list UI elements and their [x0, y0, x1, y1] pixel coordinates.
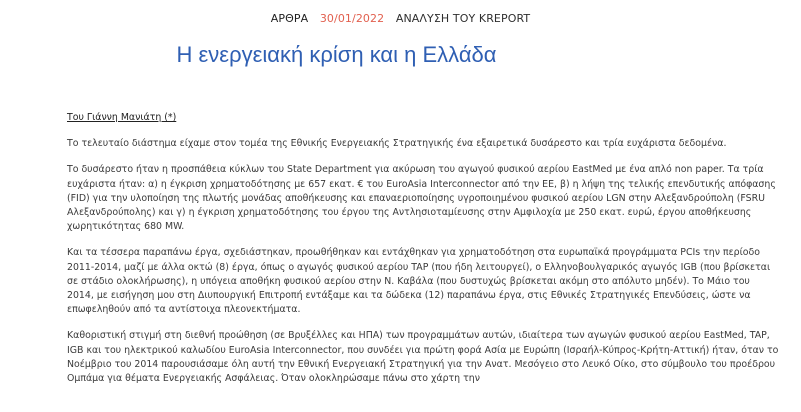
paragraph-3: Και τα τέσσερα παραπάνω έργα, σχεδιάστηκαν, προωθήθηκαν και εντάχθηκαν για χρηματοδότηση στα ευρωπαϊκά προγράμματα PCIs την περίοδο 2011-2014, μαζί με άλλα οκτώ (8) έργα, όπως ο αγωγός φυσικού αερίου TAP (που ήδη λειτουργεί), ο Ελληνοβουλγαρικός αγωγός IGB (που βρίσκεται σε στάδιο ολοκλήρωσης), η υπόγεια αποθήκη φυσικού αερίου στην Ν. Καβάλα (που δυστυχώς βρίσκεται ακόμη στο απόλυτο μηδέν). Το Μάιο του 2014, με εισήγηση μου στη Διυπουργική Επιτροπή εντάξαμε και τα δώδεκα (12) παραπάνω έργα, στις Εθνικές Στρατηγικές Επενδύσεις, ώστε να επωφεληθούν από τα αντίστοιχα πλεονεκτήματα.	[67, 247, 771, 316]
category-link[interactable]: ΑΡΘΡΑ	[270, 12, 309, 25]
paragraph-1: Το τελευταίο διάστημα είχαμε στον τομέα της Εθνικής Ενεργειακής Στρατηγικής ένα εξαιρετικά δυσάρεστο και τρία ευχάριστα δεδομένα.	[67, 138, 727, 150]
article-body	[67, 111, 779, 398]
paragraph-2: Το δυσάρεστο ήταν η προσπάθεια κύκλων του State Department για ακύρωση του αγωγού φυσικού αερίου EastMed με ένα απλό non paper. Τα τρία ευχάριστα ήταν: α) η έγκριση χρηματοδότησης με 657 εκατ. € του EuroAsia Interconnector από την ΕΕ, β) η λήψη της τελικής επενδυτικής απόφασης (FID) για την υλοποίηση της πλωτής μονάδας αποθήκευσης και επαναεριοποίησης υγροποιημένου φυσικού αερίου LGN στην Αλεξανδρούπολη (FSRU Αλεξανδρούπολης) και γ) η έγκριση χρηματοδότησης του έργου της Αντλησιοταμίευσης στην Αμφιλοχία με 250 εκατ. ευρώ, έργου αποθήκευσης χωρητικότητας 680 MW.	[67, 164, 776, 233]
author-byline: Του Γιάννη Μανιάτη (*)	[67, 112, 177, 123]
article-title: Η ενεργειακή κρίση και η Ελλάδα	[176, 42, 497, 67]
publish-date: 30/01/2022	[319, 12, 385, 25]
article-meta	[0, 12, 801, 25]
paragraph-4: Καθοριστική στιγμή στη διεθνή προώθηση (σε Βρυξέλλες και ΗΠΑ) των προγραμμάτων αυτών, ιδιαίτερα των αγωγών φυσικού αερίου EastMed, TAP, IGB και του ηλεκτρικού καλωδίου EuroAsia Interconnector, που συνδέει για πρώτη φορά Ασία με Ευρώπη (Ισραήλ-Κύπρος-Κρήτη-Αττική) ήταν, όταν το Νοέμβριο του 2014 παρουσιάσαμε όλη αυτή την Εθνική Ενεργειακή Στρατηγική για την Ανατ. Μεσόγειο στο Λευκό Οίκο, στο σύμβουλο του προέδρου Ομπάμα για θέματα Ενεργειακής Ασφάλειας. Όταν ολοκληρώσαμε πάνω στο χάρτη την	[67, 330, 779, 385]
tag-link[interactable]: ΑΝΑΛΥΣΗ ΤΟΥ KREPORT	[395, 12, 531, 25]
